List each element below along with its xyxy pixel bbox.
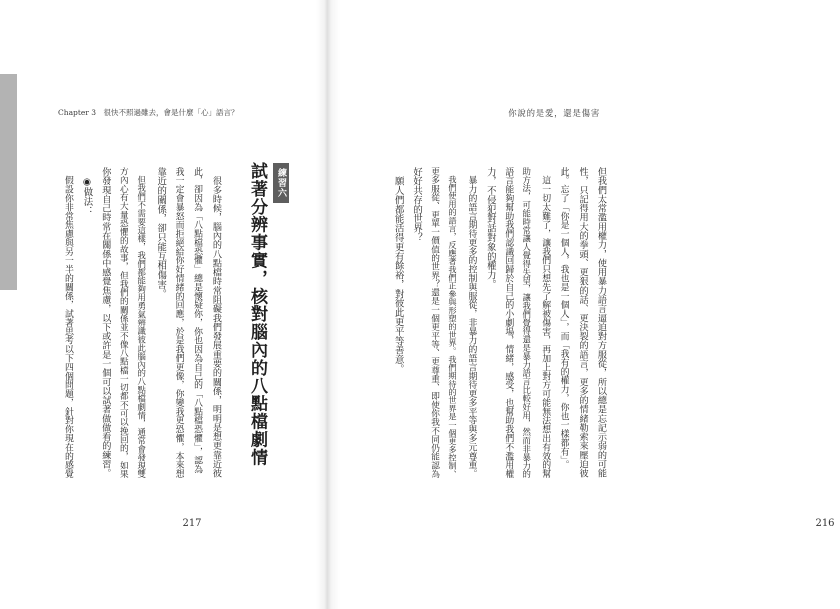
left-page — [0, 0, 327, 609]
text-column: 語言能夠幫助我們認識回歸於自己的小劇場，情緒，感受，也幫助我們不濫用權 — [503, 167, 514, 479]
text-column: 很多時候，腦內的八點檔時常阻礙我們發展重要的關係，明明是想更靠近彼 — [210, 167, 221, 478]
text-column: ◉做法： — [81, 167, 93, 216]
text-column: 我一定會暴怒而拒絕給你好情緒的回應，於是我們更像，你變我更恐懼，本來想 — [173, 167, 184, 479]
text-column: 這一切太難了，讓我們只想先了解被傷害，再加上對方可能無法想出有效的幫 — [540, 167, 551, 479]
text-column: 假設你非常焦慮與另一半的關係，試著思考以下四個問題，針對你現在的感覺 — [63, 167, 73, 479]
text-column: 性，只記得用大的拳頭、更狠的話、更決裂的語言，更多的情緒勒索來壓迫彼 — [577, 167, 588, 478]
text-column: 此，卻因為「八點檔恐懼」總是懷疑你，你也因為自己的「八點檔恐懼」，認為 — [192, 167, 203, 474]
right-page-number: 216 — [815, 518, 835, 529]
chapter-thumb-tab — [0, 74, 17, 290]
text-column: 但我們太常濫用權力，使用暴力語言逼迫對方服從，所以總是忘記示弱的可能 — [595, 167, 606, 478]
section-heading: 試著分辨事實，核對腦內的八點檔劇情 — [247, 162, 267, 467]
right-running-header: 你說的是愛，還是傷害 — [508, 108, 600, 118]
page-gutter-shadow — [316, 0, 340, 609]
text-column: 靠近的關係，卻只能互相傷害。 — [155, 167, 167, 299]
left-page-body — [58, 167, 225, 480]
left-page-number: 217 — [182, 518, 202, 529]
right-page-body — [388, 167, 610, 480]
text-column: 此。忘了「你是一個人，我也是一個人」，而「我有的權力，你也一樣都有」。 — [558, 167, 569, 470]
text-column: 方內心有大量恐懼的故事，但我們的關係並不像八點檔一切都不可以挽回的，如果 — [118, 167, 129, 479]
text-column: 好好共存的世界？ — [411, 167, 423, 243]
text-column: 暴力的語言期待更多的控制與服從，非暴力的語言期待更多平等與多元尊重。 — [466, 167, 477, 479]
text-column: 你發現自己時常在關係中感覺焦慮，以下或許是一個可以試著做做看的練習。 — [99, 167, 110, 478]
text-column: 願人們都能活得更有餘裕，對彼此更平等善意。 — [392, 167, 404, 374]
text-column: 更多服從、更單一價值的世界？還是一個更平等、更尊重、即使你我不同仍能認為 — [429, 167, 440, 479]
text-column: 助方法，可能時常讓人覺得失望，讓我們覺得還是暴力語言比較好用，然而非暴力的 — [521, 167, 532, 479]
text-column: 我們使用的語言，反應著我們正參與形塑的世界。我們期待的世界是一個更多控制、 — [448, 167, 458, 478]
text-column: 但我們不需要這樣，我們都能夠用勇氣辨識彼此腦內的八點檔劇情，通常會發現雙 — [136, 167, 147, 479]
exercise-label-badge: 練習六 — [273, 163, 289, 203]
text-column: 力，不侵犯對話對象的權力。 — [484, 167, 496, 290]
left-running-header: Chapter 3 很快不照過雖去，會是什麼「心」語言？ — [58, 108, 239, 117]
